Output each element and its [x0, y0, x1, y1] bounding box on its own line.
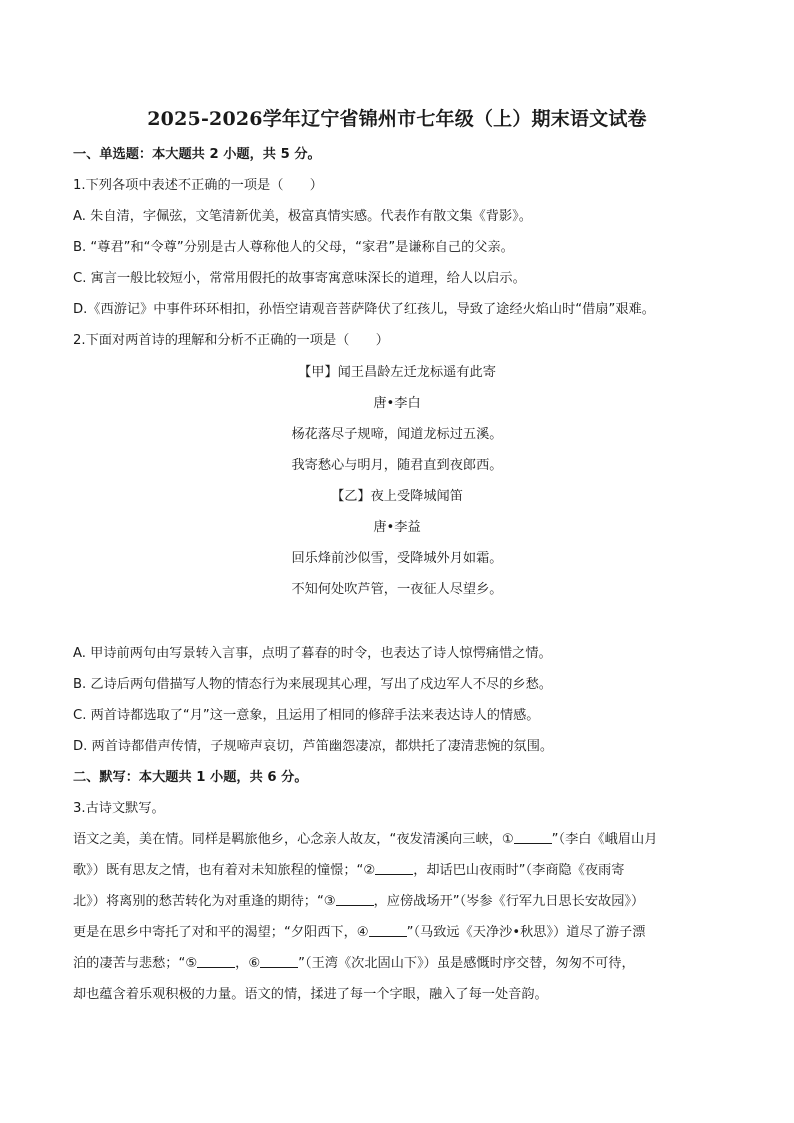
question-3-paragraph-line-2 — [73, 862, 624, 880]
blank-5[interactable] — [197, 955, 235, 968]
blank-3[interactable] — [336, 893, 374, 906]
poem-2-title: 【乙】夜上受降城闻笛 — [331, 489, 463, 504]
page-title: 2025-2026学年辽宁省锦州市七年级（上）期末语文试卷 — [147, 108, 647, 130]
text-segment: 更是在思乡中寄托了对和平的渴望；“夕阳西下，④ — [73, 925, 369, 940]
blank-4[interactable] — [369, 924, 407, 937]
text-segment: ”（李白《峨眉山月 — [551, 832, 658, 847]
text-segment: ”（王湾《次北固山下》）虽是感慨时序交替，匆匆不可待， — [298, 956, 635, 971]
question-1-option-b: B. “尊君”和“令尊”分别是古人尊称他人的父母，“家君”是谦称自己的父亲。 — [73, 240, 514, 255]
question-3-stem: 3.古诗文默写。 — [73, 801, 165, 816]
text-segment: ，⑥ — [235, 956, 261, 971]
text-segment: ，却话巴山夜雨时”（李商隐《夜雨寄 — [413, 863, 625, 878]
question-1-option-d: D.《西游记》中事件环环相扣，孙悟空请观音菩萨降伏了红孩儿，导致了途经火焰山时“借扇”艰难。 — [73, 302, 655, 317]
poem-2-line-1: 回乐烽前沙似雪，受降城外月如霜。 — [291, 551, 503, 566]
blank-6[interactable] — [260, 955, 298, 968]
question-3-paragraph-line-6: 却也蕴含着乐观积极的力量。语文的情，揉进了每一个字眼，融入了每一处音韵。 — [73, 987, 548, 1002]
poem-1-title: 【甲】闻王昌龄左迁龙标遥有此寄 — [298, 365, 496, 380]
text-segment: 泊的凄苦与悲愁；“⑤ — [73, 956, 198, 971]
poem-2-author: 唐•李益 — [373, 520, 421, 535]
question-2-stem: 2.下面对两首诗的理解和分析不正确的一项是（ ） — [73, 333, 389, 348]
question-2-option-c: C. 两首诗都选取了“月”这一意象，且运用了相同的修辞手法来表达诗人的情感。 — [73, 708, 540, 723]
poem-2-line-2: 不知何处吹芦管，一夜征人尽望乡。 — [291, 582, 503, 597]
question-3-paragraph-line-5 — [73, 955, 635, 973]
text-segment: 歌》）既有思友之情，也有着对未知旅程的憧憬；“② — [73, 863, 376, 878]
question-3-paragraph-line-1 — [73, 831, 657, 849]
section-heading-1: 一、单选题：本大题共 2 小题，共 5 分。 — [73, 147, 321, 162]
text-segment: ”（马致远《天净沙•秋思》）道尽了游子漂 — [406, 925, 646, 940]
question-1-option-a: A. 朱自清，字佩弦，文笔清新优美，极富真情实感。代表作有散文集《背影》。 — [73, 209, 532, 224]
question-2-option-b: B. 乙诗后两句借描写人物的情态行为来展现其心理，写出了戍边军人不尽的乡愁。 — [73, 677, 552, 692]
text-segment: ，应傍战场开”（岑参《行军九日思长安故园》） — [373, 894, 645, 909]
poem-1-line-2: 我寄愁心与明月，随君直到夜郎西。 — [291, 458, 503, 473]
question-3-paragraph-line-4 — [73, 924, 645, 942]
question-1-option-c: C. 寓言一般比较短小，常常用假托的故事寄寓意味深长的道理，给人以启示。 — [73, 271, 526, 286]
poem-1-author: 唐•李白 — [373, 396, 421, 411]
text-segment: 北》）将离别的愁苦转化为对重逢的期待；“③ — [73, 894, 336, 909]
question-3-paragraph-line-3 — [73, 893, 644, 911]
text-segment: 语文之美，美在情。同样是羁旅他乡，心念亲人故友，“夜发清溪向三峡，① — [73, 832, 514, 847]
question-1-stem: 1.下列各项中表述不正确的一项是（ ） — [73, 178, 323, 193]
blank-1[interactable] — [514, 831, 552, 844]
section-heading-2: 二、默写：本大题共 1 小题，共 6 分。 — [73, 770, 308, 785]
blank-2[interactable] — [375, 862, 413, 875]
question-2-option-a: A. 甲诗前两句由写景转入言事，点明了暮春的时令，也表达了诗人惊愕痛惜之情。 — [73, 646, 552, 661]
question-2-option-d: D. 两首诗都借声传情，子规啼声哀切，芦笛幽怨凄凉，都烘托了凄清悲惋的氛围。 — [73, 739, 554, 754]
poem-1-line-1: 杨花落尽子规啼，闻道龙标过五溪。 — [291, 427, 503, 442]
